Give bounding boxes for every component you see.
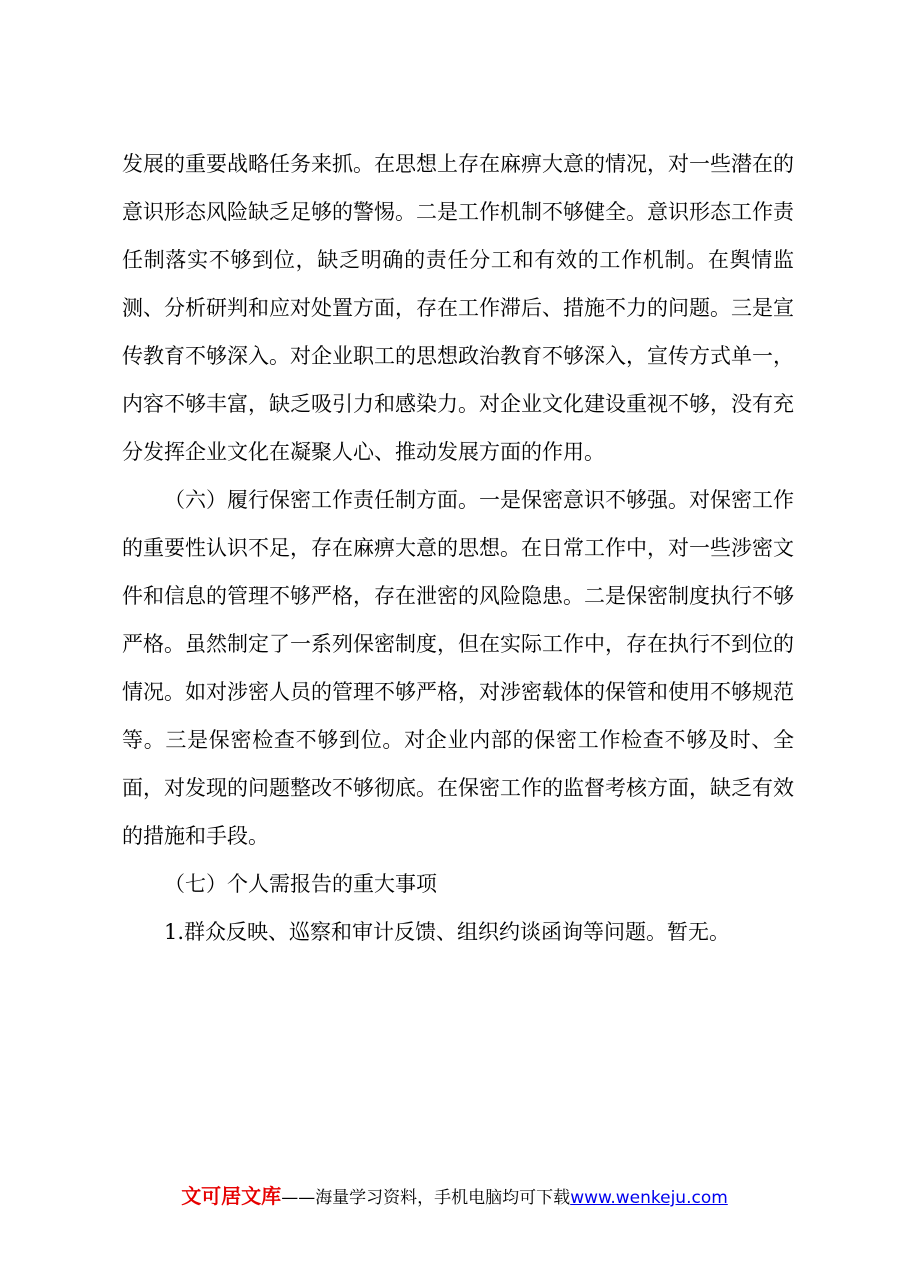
footer-website-link[interactable]: www.wenkeju.com — [570, 1188, 728, 1208]
footer-brand-logo: 文可居文库 — [181, 1184, 282, 1208]
paragraph-confidentiality-section: （六）履行保密工作责任制方面。一是保密意识不够强。对保密工作的重要性认识不足，存在麻痹大意的思想。在日常工作中，对一些涉密文件和信息的管理不够严格，存在泄密的风险隐患。二是保密制度执行不够严格。虽然制定了一系列保密制度，但在实际工作中，存在执行不到位的情况。如对涉密人员的管理不够严格，对涉密载体的保管和使用不够规范等。三是保密检查不够到位。对企业内部的保密工作检查不够及时、全面，对发现的问题整改不够彻底。在保密工作的监督考核方面，缺乏有效的措施和手段。 — [122, 488, 794, 848]
section-heading-major-matters: （七）个人需报告的重大事项 — [164, 872, 437, 896]
footer-slogan: ——海量学习资料，手机电脑均可下载 — [281, 1188, 571, 1208]
document-body — [122, 140, 794, 956]
footer-watermark — [0, 1180, 909, 1209]
paragraph-ideology-issues: 发展的重要战略任务来抓。在思想上存在麻痹大意的情况，对一些潜在的意识形态风险缺乏足够的警惕。二是工作机制不够健全。意识形态工作责任制落实不够到位，缺乏明确的责任分工和有效的工作机制。在舆情监测、分析研判和应对处置方面，存在工作滞后、措施不力的问题。三是宣传教育不够深入。对企业职工的思想政治教育不够深入，宣传方式单一，内容不够丰富，缺乏吸引力和感染力。对企业文化建设重视不够，没有充分发挥企业文化在凝聚人心、推动发展方面的作用。 — [122, 152, 794, 464]
list-item-inspection-issues: 1.群众反映、巡察和审计反馈、组织约谈函询等问题。暂无。 — [164, 920, 731, 944]
